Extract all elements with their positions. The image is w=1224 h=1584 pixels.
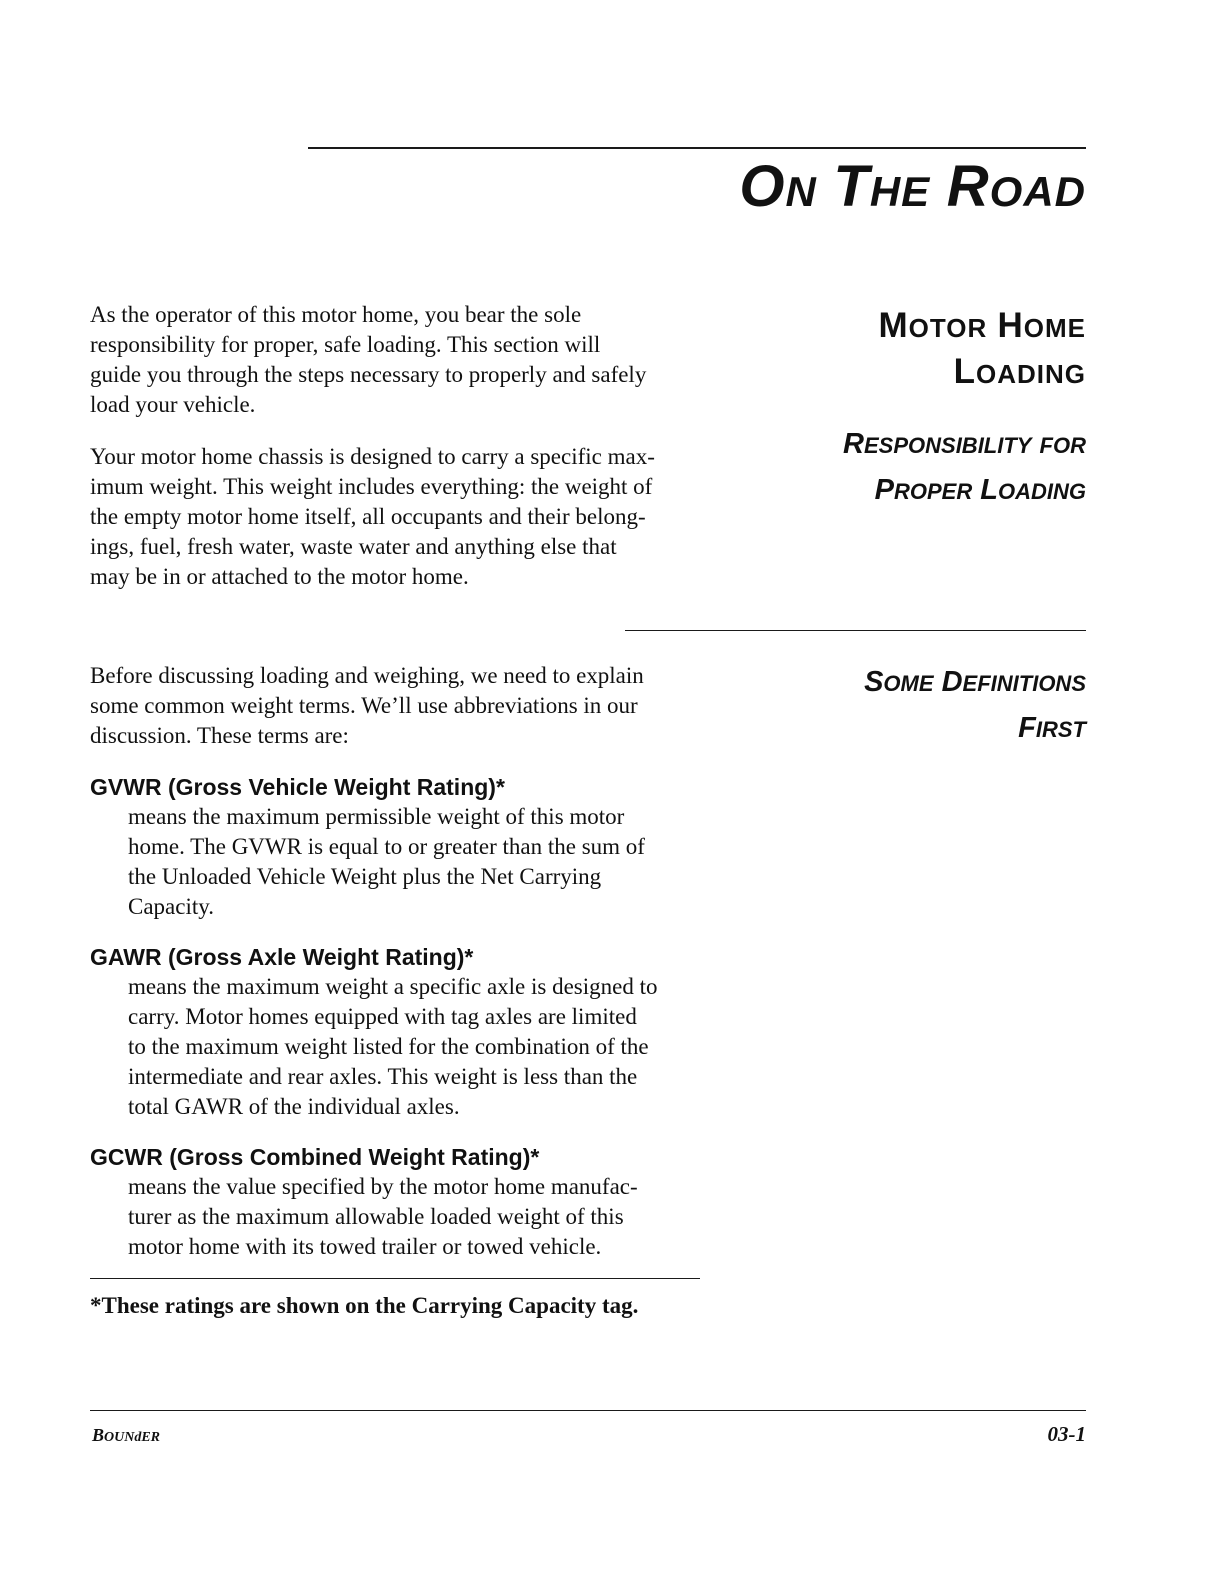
footer-rule [90,1410,1086,1411]
definitions-intro: Before discussing loading and weighing, we need to explain some common weight terms. We’ll use abbreviations in our discussion. These terms are: [90,663,644,748]
chapter-title: ON THE ROAD [739,154,1086,219]
loading-paragraph-1: As the operator of this motor home, you bear the sole responsibility for proper, safe loading. This section will guide you through the steps necessary to properly and safely load your vehicle. [90,302,647,417]
footnote-ratings-tag: *These ratings are shown on the Carrying Capacity tag. [90,1293,639,1318]
definition-body-gcwr: means the value specified by the motor home manufac- turer as the maximum allowable loaded weight of this motor home with its towed trailer or towed vehicle. [128,1174,638,1259]
subheading-responsibility-for-proper-loading: RESPONSIBILITY FOR PROPER LOADING [843,428,1086,506]
definition-body-gawr: means the maximum weight a specific axle is designed to carry. Motor homes equipped with tag axles are limited to the maximum weight listed for the combination of the intermediate and rear axles. This weight is less than the total GAWR of the individual axles. [128,974,658,1119]
definition-term-gcwr: GCWR (Gross Combined Weight Rating)* [90,1144,540,1170]
definition-body-gvwr: means the maximum permissible weight of this motor home. The GVWR is equal to or greater than the sum of the Unloaded Vehicle Weight plus the Net Carrying Capacity. [128,804,645,919]
chapter-title-rule [308,147,1086,149]
footnote-rule [90,1278,700,1279]
footer-page-number: 03-1 [1047,1422,1086,1446]
definition-term-gvwr: GVWR (Gross Vehicle Weight Rating)* [90,774,505,800]
section-heading-motor-home-loading: MOTOR HOME LOADING [878,306,1086,391]
footer-brand: BOUNdER [92,1425,161,1445]
section-divider [625,630,1086,631]
loading-paragraph-2: Your motor home chassis is designed to carry a specific max- imum weight. This weight includes everything: the weight of the empty motor home itself, all occupants and their belong- ings, fuel, fresh water, waste water and anything else that may be in or attached to the motor home. [90,444,655,589]
definition-term-gawr: GAWR (Gross Axle Weight Rating)* [90,944,474,970]
section-heading-some-definitions-first: SOME DEFINITIONS FIRST [864,666,1086,744]
